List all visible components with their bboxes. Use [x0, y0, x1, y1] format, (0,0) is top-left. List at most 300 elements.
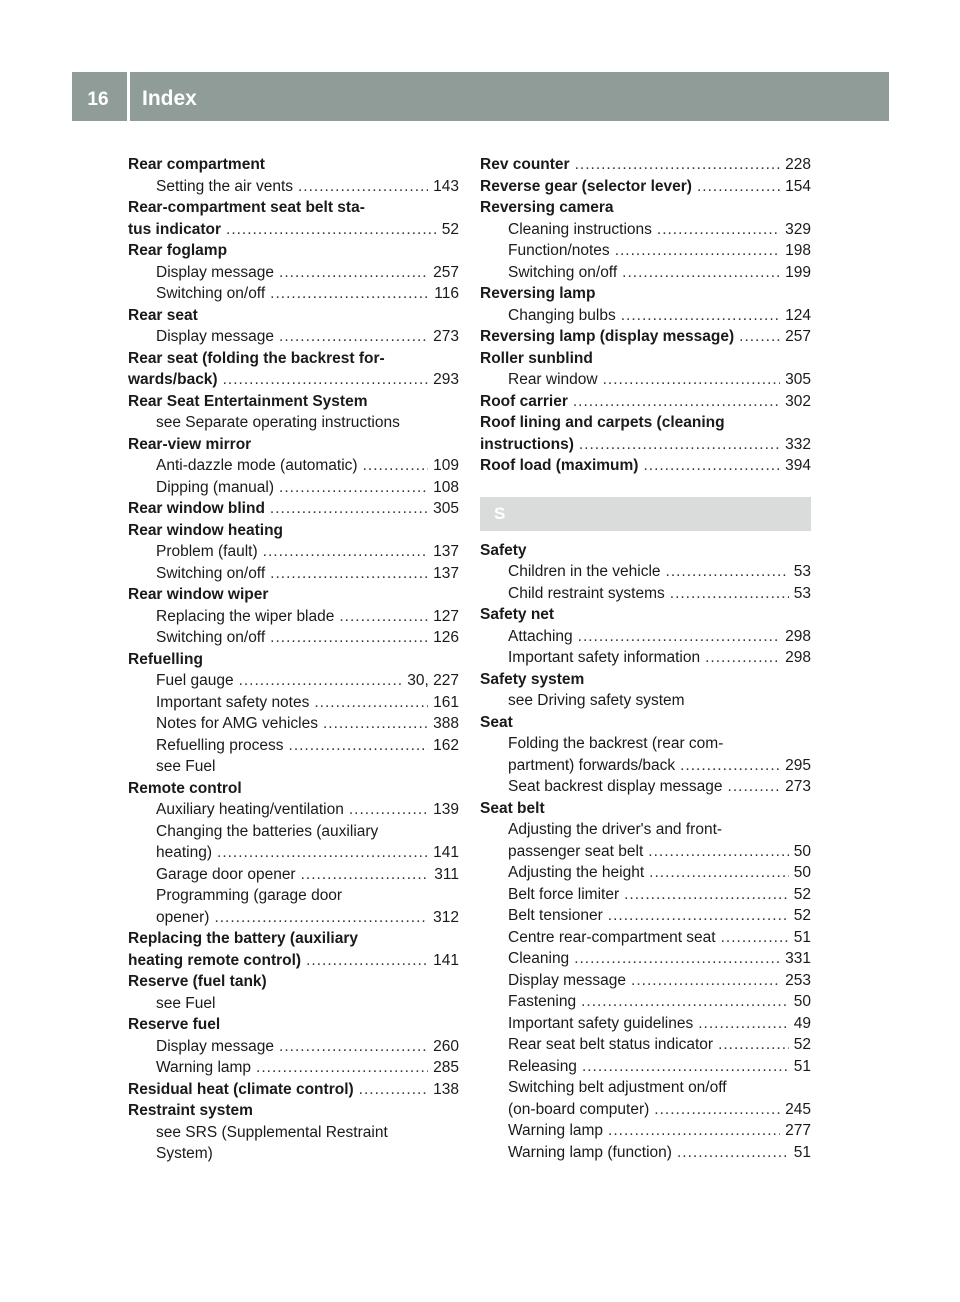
index-entry [128, 1100, 459, 1165]
index-subentry [128, 283, 459, 305]
entry-title: Rear Seat Entertainment System [128, 392, 368, 410]
index-line [156, 541, 459, 563]
dot-leader [622, 262, 780, 284]
index-line [508, 305, 811, 327]
dot-leader [263, 541, 428, 563]
entry-text: Switching on/off [156, 629, 266, 646]
entry-text: heating) [156, 844, 213, 861]
index-subentry [480, 1034, 811, 1056]
page-reference: 138 [433, 1080, 459, 1098]
index-entry [128, 928, 459, 971]
index-entry [128, 240, 459, 305]
index-line [508, 369, 811, 391]
page-reference: 137 [433, 564, 459, 582]
dot-leader [608, 905, 789, 927]
entry-text: Children in the vehicle [508, 563, 661, 580]
dot-leader [677, 1142, 789, 1164]
dot-leader [574, 948, 780, 970]
index-entry [480, 412, 811, 455]
dot-leader [631, 970, 780, 992]
entry-text: Programming (garage door [156, 887, 343, 904]
entries-left [128, 154, 459, 1165]
page-reference: 50 [793, 842, 811, 860]
entry-text: Display message [508, 971, 627, 989]
entry-title: instructions) [480, 435, 574, 453]
page-reference: 127 [433, 607, 459, 625]
index-subentry [480, 305, 811, 327]
entry-text: Switching on/off [156, 285, 266, 302]
page-reference: 273 [433, 328, 459, 345]
entry-title: Rear window wiper [128, 586, 269, 603]
index-line [508, 1013, 811, 1035]
page-number: 16 [87, 88, 109, 110]
entry-text: Warning lamp (function) [508, 1143, 672, 1161]
dot-leader [666, 561, 789, 583]
index-subentry [128, 670, 459, 692]
index-subentry [480, 991, 811, 1013]
index-subentry [128, 627, 459, 649]
dot-leader [643, 455, 780, 477]
page-reference: 199 [785, 263, 811, 281]
entry-text: Releasing [508, 1057, 577, 1075]
entry-text: Display message [156, 263, 275, 281]
dot-leader [270, 283, 429, 305]
entry-title: Restraint system [128, 1102, 253, 1119]
index-entry [480, 455, 811, 477]
index-line [508, 262, 811, 284]
index-subentry [480, 905, 811, 927]
header-divider [127, 72, 130, 121]
dot-leader [214, 907, 428, 929]
entry-text: see SRS (Supplemental Restraint [156, 1123, 388, 1141]
index-line [508, 862, 811, 884]
page-reference: 139 [433, 801, 459, 818]
entry-text: partment) forwards/back [508, 756, 676, 774]
index-subentry [128, 1122, 459, 1165]
entry-text: Switching on/off [508, 263, 618, 281]
index-subentry [128, 606, 459, 628]
entry-text: Adjusting the height [508, 864, 645, 881]
page-reference: 124 [785, 306, 811, 324]
entry-text: see Fuel [156, 758, 216, 775]
entry-text: Cleaning instructions [508, 220, 652, 238]
index-subentry [480, 884, 811, 906]
index-line [156, 842, 459, 864]
entry-text: Changing the batteries (auxiliary [156, 822, 379, 840]
index-line [156, 692, 459, 714]
index-line [508, 884, 811, 906]
entry-title: tus indicator [128, 220, 222, 238]
entry-text: Centre rear-compartment seat [508, 928, 716, 946]
page-reference: 162 [433, 736, 459, 754]
dot-leader [363, 455, 429, 477]
entry-text: Function/notes [508, 242, 610, 259]
index-line [128, 950, 459, 972]
entry-text: Adjusting the driver's and front- [508, 821, 723, 838]
index-line [156, 1057, 459, 1079]
index-entry [480, 391, 811, 413]
entry-title: Rev counter [480, 156, 570, 173]
index-subentry [480, 1120, 811, 1142]
entry-text: Garage door opener [156, 865, 296, 883]
entries-right-bottom [480, 540, 811, 1164]
entry-text: Important safety guidelines [508, 1014, 694, 1032]
index-line [156, 455, 459, 477]
page-reference: 329 [785, 220, 811, 238]
dot-leader [359, 1079, 428, 1101]
page-reference: 52 [793, 885, 811, 903]
index-line [508, 776, 811, 798]
index-subentry [128, 1036, 459, 1058]
entry-title: Rear window blind [128, 500, 265, 517]
entry-text: see Driving safety system [508, 692, 685, 709]
dot-leader [621, 305, 780, 327]
index-entry [480, 540, 811, 605]
dot-leader [721, 927, 789, 949]
entry-text: Auxiliary heating/ventilation [156, 801, 344, 818]
entry-title: Roof lining and carpets (cleaning [480, 414, 725, 431]
index-subentry [128, 799, 459, 821]
dot-leader [579, 434, 780, 456]
index-subentry [128, 412, 459, 434]
index-subentry [480, 1013, 811, 1035]
index-entry [128, 649, 459, 778]
entry-text: Belt tensioner [508, 907, 603, 924]
entry-text: Problem (fault) [156, 543, 258, 560]
dot-leader [680, 755, 780, 777]
index-line [156, 670, 459, 692]
entry-text: Important safety information [508, 649, 701, 666]
index-line [508, 905, 811, 927]
entry-title: Reserve fuel [128, 1016, 221, 1033]
entry-text: Rear window [508, 371, 598, 388]
entry-text: Display message [156, 328, 275, 345]
index-line [508, 948, 811, 970]
entry-text: Attaching [508, 627, 573, 645]
page-reference: 332 [785, 435, 811, 453]
entry-text: System) [156, 1145, 213, 1162]
index-column-left [128, 154, 459, 1165]
index-entry [128, 154, 459, 197]
page-reference: 302 [785, 392, 811, 410]
entry-title: Residual heat (climate control) [128, 1080, 354, 1098]
index-line [156, 799, 459, 821]
index-subentry [128, 735, 459, 757]
dot-leader [270, 627, 428, 649]
index-subentry [128, 541, 459, 563]
index-subentry [128, 692, 459, 714]
index-subentry [480, 1056, 811, 1078]
index-entry [128, 1079, 459, 1101]
index-subentry [480, 240, 811, 262]
entry-title: Remote control [128, 779, 242, 797]
dot-leader [298, 176, 428, 198]
dot-leader [608, 1120, 780, 1142]
entry-text: Replacing the wiper blade [156, 607, 335, 625]
dot-leader [581, 991, 789, 1013]
entry-title: Seat [480, 713, 513, 731]
page-reference: 154 [785, 177, 811, 195]
entry-title: Safety [480, 541, 527, 559]
index-line [156, 563, 459, 585]
index-line [508, 647, 811, 669]
page-reference: 50 [793, 864, 811, 881]
index-subentry [480, 733, 811, 776]
entry-text: opener) [156, 908, 210, 926]
entry-text: Warning lamp [508, 1122, 604, 1139]
dot-leader [649, 862, 789, 884]
page-reference: 305 [785, 371, 811, 388]
index-column-right [480, 154, 811, 1163]
index-line [480, 176, 811, 198]
index-subentry [128, 864, 459, 886]
dot-leader [314, 692, 428, 714]
page-reference: 126 [433, 629, 459, 646]
index-subentry [480, 970, 811, 992]
index-line [156, 262, 459, 284]
dot-leader [697, 176, 780, 198]
page-reference: 30, 227 [407, 672, 459, 689]
index-line [156, 907, 459, 929]
index-entry [128, 498, 459, 520]
index-subentry [480, 647, 811, 669]
index-subentry [128, 326, 459, 348]
entry-text: Setting the air vents [156, 177, 293, 195]
index-line [128, 1079, 459, 1101]
index-line [156, 627, 459, 649]
index-line [508, 755, 811, 777]
entry-text: see Separate operating instructions [156, 414, 400, 431]
dot-leader [239, 670, 403, 692]
entry-title: Seat belt [480, 799, 545, 817]
page-title: Index [142, 86, 197, 110]
page-reference: 53 [793, 563, 811, 580]
index-line [156, 864, 459, 886]
entry-text: Fuel gauge [156, 672, 234, 689]
index-entry [480, 154, 811, 176]
index-subentry [480, 262, 811, 284]
dot-leader [226, 219, 437, 241]
index-entry [128, 1014, 459, 1079]
index-line [156, 326, 459, 348]
entry-text: Switching belt adjustment on/off [508, 1079, 727, 1096]
entry-text: Fastening [508, 993, 577, 1010]
index-line [128, 219, 459, 241]
page-reference: 253 [785, 971, 811, 989]
index-subentry [128, 756, 459, 778]
entry-text: Anti-dazzle mode (automatic) [156, 457, 358, 474]
entry-title: Refuelling [128, 650, 203, 668]
index-subentry [480, 626, 811, 648]
page-reference: 52 [793, 907, 811, 924]
entry-text: Refuelling process [156, 736, 284, 754]
index-entry [128, 971, 459, 1014]
index-entry [128, 520, 459, 585]
index-entry [480, 197, 811, 283]
index-subentry [480, 690, 811, 712]
section-header-s [480, 497, 811, 531]
page-reference: 394 [785, 457, 811, 474]
index-line [156, 606, 459, 628]
page-reference: 51 [793, 1143, 811, 1161]
page-reference: 260 [433, 1037, 459, 1055]
dot-leader [270, 563, 428, 585]
page-reference: 388 [433, 715, 459, 732]
section-letter: S [494, 503, 506, 523]
entry-text: Switching on/off [156, 564, 266, 582]
index-line [508, 1120, 811, 1142]
entry-text: Child restraint systems [508, 584, 665, 602]
index-subentry [128, 1057, 459, 1079]
page-reference: 49 [793, 1014, 811, 1032]
entry-text: see Fuel [156, 994, 216, 1012]
dot-leader [256, 1057, 428, 1079]
page-reference: 295 [785, 756, 811, 774]
index-subentry [128, 993, 459, 1015]
entry-text: Cleaning [508, 950, 570, 967]
dot-leader [306, 950, 428, 972]
index-line [480, 455, 811, 477]
dot-leader [603, 369, 781, 391]
page-reference: 277 [785, 1122, 811, 1139]
index-line [156, 477, 459, 499]
entry-text: Display message [156, 1037, 275, 1055]
index-line [508, 583, 811, 605]
page-reference: 51 [793, 928, 811, 946]
page-reference: 116 [434, 285, 459, 302]
dot-leader [349, 799, 428, 821]
page-reference: 52 [441, 220, 459, 238]
index-entry [480, 176, 811, 198]
index-line [156, 735, 459, 757]
page-reference: 245 [785, 1100, 811, 1118]
dot-leader [217, 842, 428, 864]
dot-leader [301, 864, 430, 886]
entry-title: Roof load (maximum) [480, 457, 639, 474]
dot-leader [705, 647, 780, 669]
dot-leader [578, 626, 780, 648]
index-subentry [128, 821, 459, 864]
entry-title: Roller sunblind [480, 349, 593, 367]
entry-title: heating remote control) [128, 951, 302, 969]
dot-leader [728, 776, 781, 798]
entry-text: Warning lamp [156, 1059, 252, 1076]
page-reference: 257 [785, 328, 811, 345]
index-line [128, 498, 459, 520]
page-reference: 109 [433, 457, 459, 474]
entry-title: Rear compartment [128, 156, 265, 173]
entry-title: Rear-compartment seat belt sta- [128, 199, 365, 216]
entry-text: Belt force limiter [508, 885, 620, 903]
entry-title: Replacing the battery (auxiliary [128, 930, 358, 947]
dot-leader [279, 326, 428, 348]
index-entry [480, 348, 811, 391]
index-line [508, 626, 811, 648]
index-line [480, 326, 811, 348]
index-line [156, 283, 459, 305]
page-reference: 141 [433, 844, 459, 861]
index-line [480, 391, 811, 413]
index-subentry [480, 776, 811, 798]
index-entry [480, 712, 811, 798]
index-subentry [128, 885, 459, 928]
page-reference: 228 [785, 156, 811, 173]
page-reference: 293 [433, 371, 459, 388]
entry-title: wards/back) [128, 371, 218, 388]
entry-title: Reversing camera [480, 199, 614, 216]
entry-title: Reserve (fuel tank) [128, 973, 267, 990]
entry-title: Reverse gear (selector lever) [480, 177, 692, 195]
dot-leader [657, 219, 780, 241]
entry-title: Rear window heating [128, 521, 284, 539]
index-subentry [480, 819, 811, 862]
page-reference: 143 [433, 177, 459, 195]
entry-title: Safety net [480, 606, 555, 623]
index-subentry [128, 563, 459, 585]
index-line [508, 219, 811, 241]
index-entry [128, 197, 459, 240]
index-entry [128, 778, 459, 929]
index-line [508, 841, 811, 863]
dot-leader [615, 240, 780, 262]
dot-leader [279, 477, 428, 499]
dot-leader [582, 1056, 789, 1078]
page-reference: 298 [785, 649, 811, 666]
entry-text: Seat backrest display message [508, 778, 723, 795]
entry-title: Rear-view mirror [128, 435, 252, 453]
index-line [156, 1036, 459, 1058]
index-line [156, 713, 459, 735]
dot-leader [718, 1034, 789, 1056]
entry-title: Safety system [480, 670, 585, 688]
index-subentry [480, 583, 811, 605]
index-subentry [480, 369, 811, 391]
index-subentry [480, 1142, 811, 1164]
dot-leader [670, 583, 789, 605]
page-reference: 50 [793, 993, 811, 1010]
page-reference: 298 [785, 627, 811, 645]
entry-text: Changing bulbs [508, 306, 616, 324]
entry-text: Rear seat belt status indicator [508, 1036, 714, 1053]
index-entry [480, 669, 811, 712]
dot-leader [279, 1036, 428, 1058]
index-line [508, 927, 811, 949]
index-entry [128, 391, 459, 434]
index-entry [128, 584, 459, 649]
index-entry [128, 305, 459, 348]
dot-leader [223, 369, 429, 391]
index-line [508, 1034, 811, 1056]
index-line [508, 1056, 811, 1078]
dot-leader [573, 391, 780, 413]
dot-leader [279, 262, 428, 284]
index-line [508, 240, 811, 262]
page-reference: 305 [433, 500, 459, 517]
index-subentry [128, 713, 459, 735]
index-subentry [128, 262, 459, 284]
index-entry [128, 348, 459, 391]
entry-text: Important safety notes [156, 693, 310, 711]
dot-leader [575, 154, 781, 176]
page-reference: 257 [433, 263, 459, 281]
page-reference: 311 [434, 865, 459, 883]
index-subentry [480, 862, 811, 884]
index-line [480, 434, 811, 456]
page-reference: 53 [793, 584, 811, 602]
index-line [480, 154, 811, 176]
dot-leader [648, 841, 788, 863]
index-entry [480, 283, 811, 326]
